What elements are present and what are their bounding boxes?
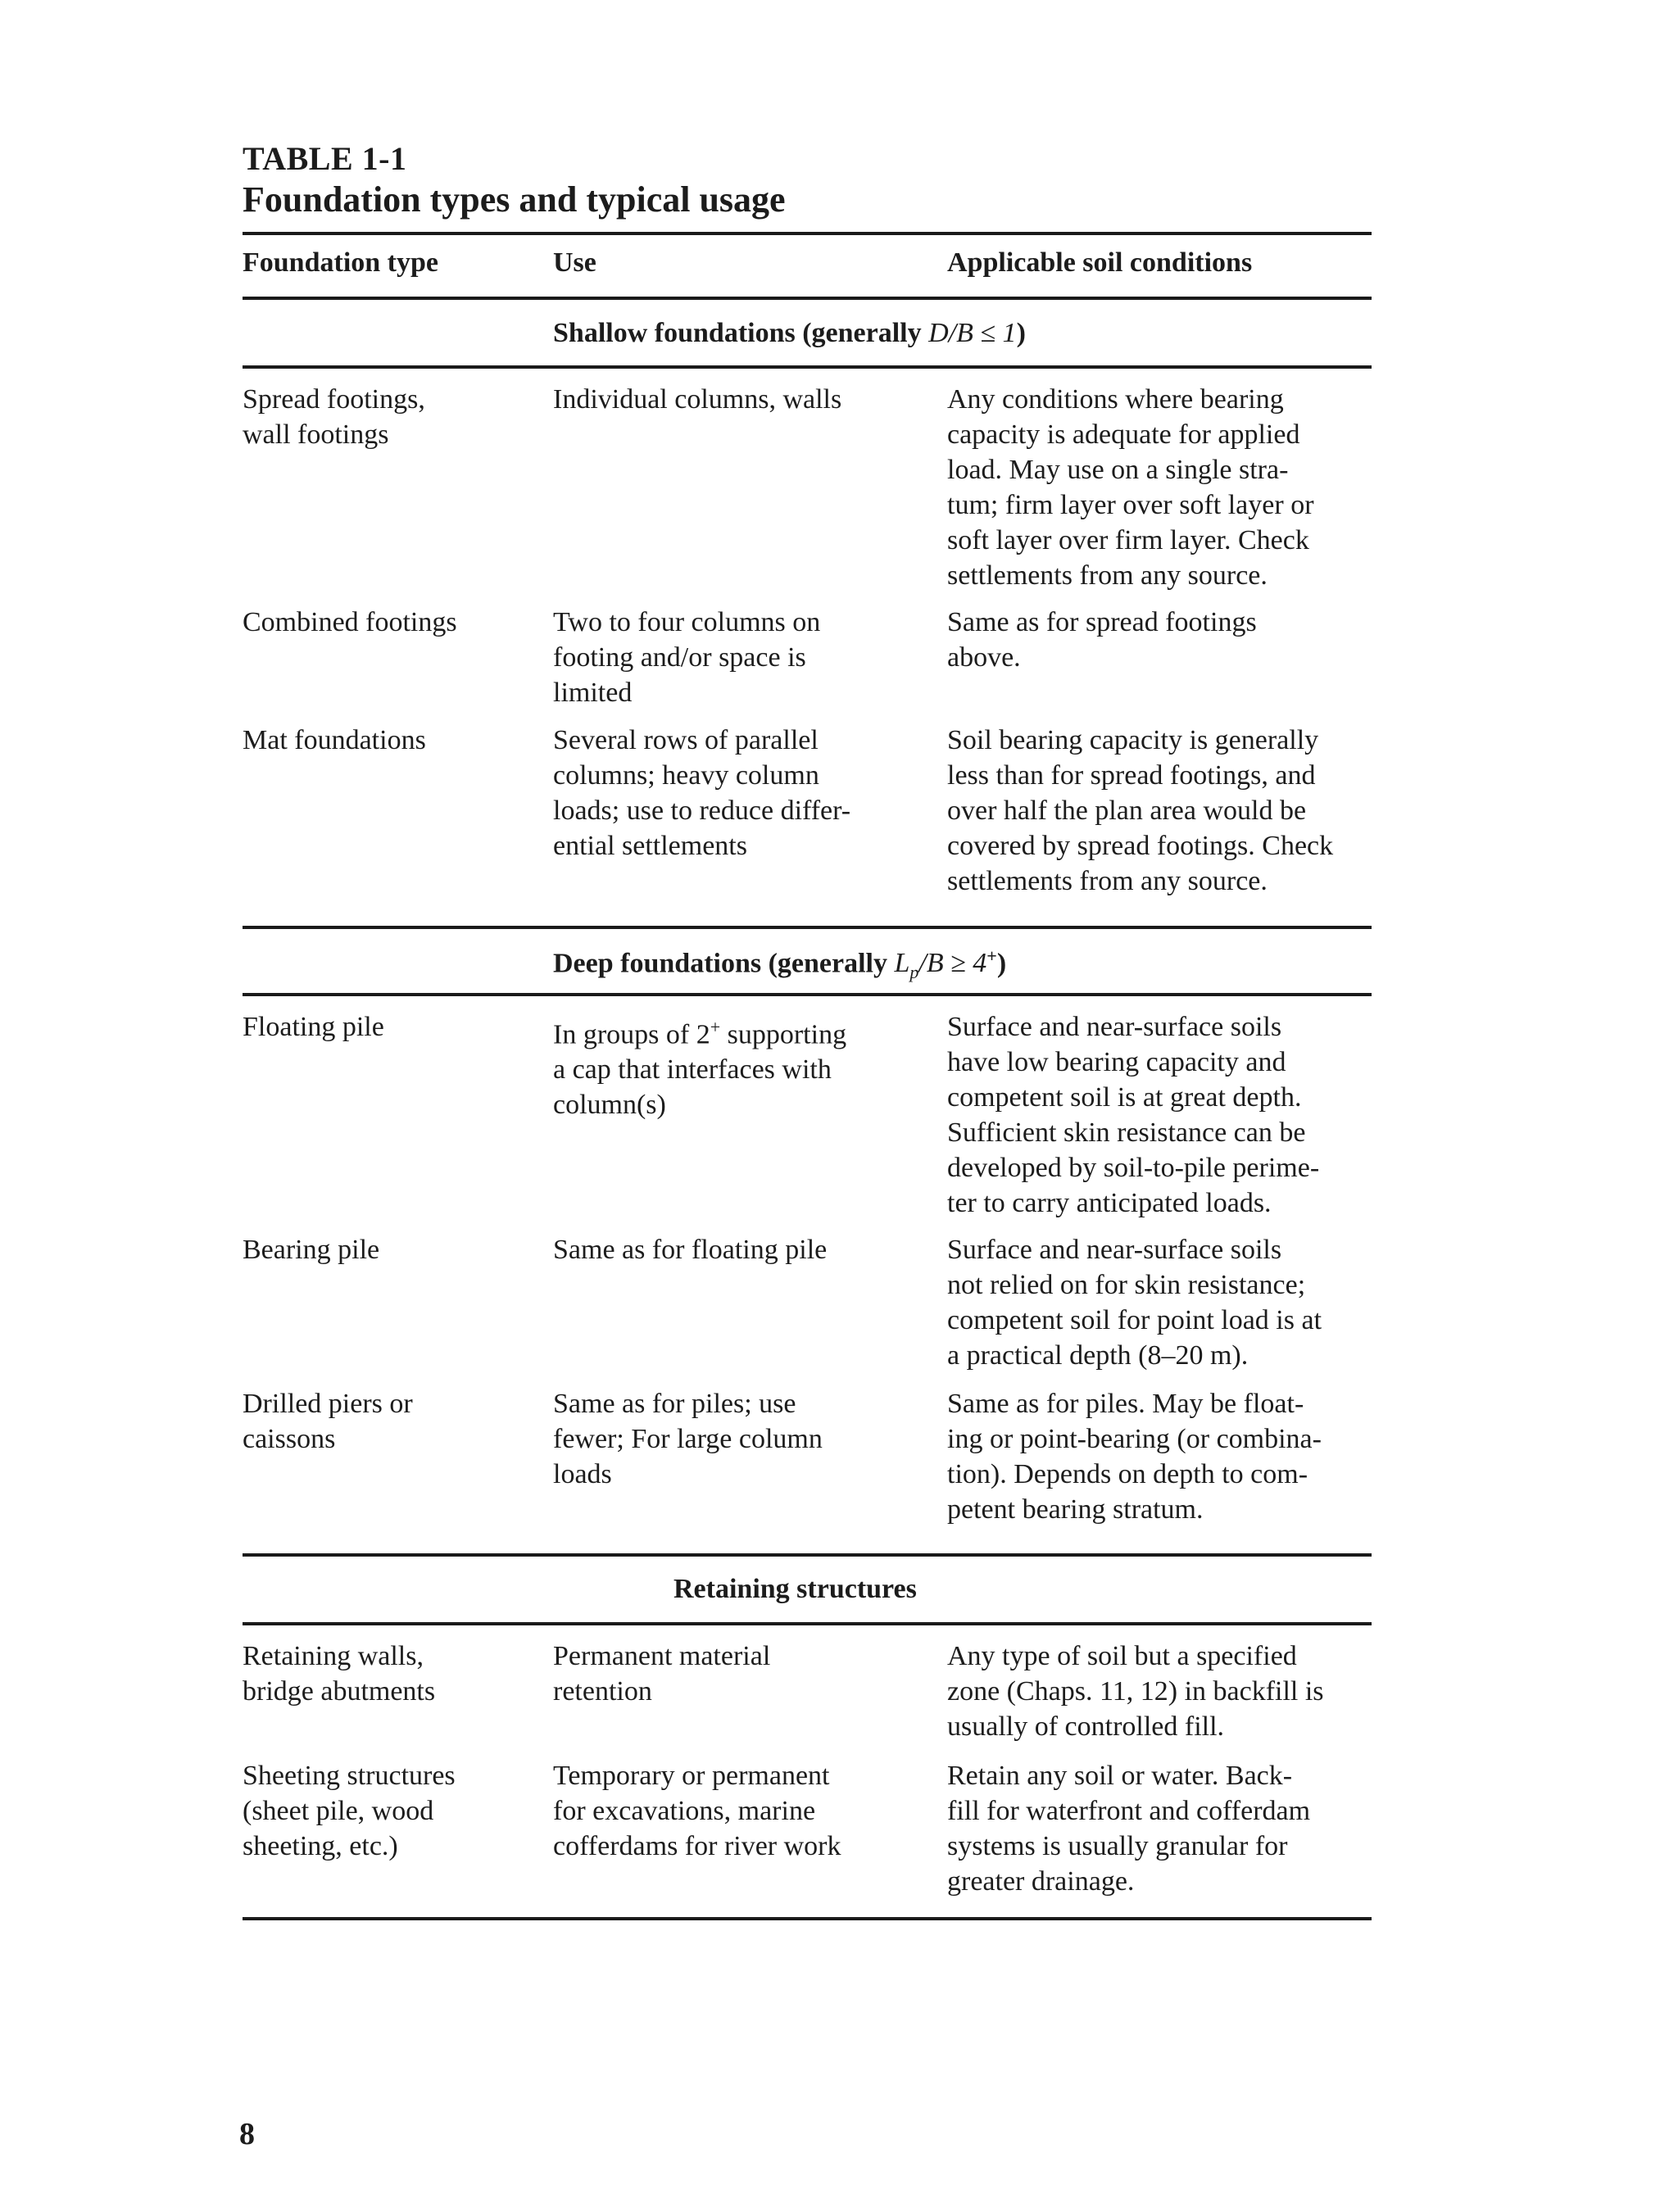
column-header-soil-conditions: Applicable soil conditions [947, 247, 1253, 278]
section-rule [243, 365, 1372, 369]
section-heading-math: L [894, 948, 910, 979]
cell-use: Temporary or permanent for excavations, marine cofferdams for river work [553, 1761, 841, 1861]
table-bottom-rule [243, 1917, 1372, 1920]
cell-soil-conditions: Surface and near-surface soils not relied on for skin resistance; competent soil for point load is at a practical depth (8–20 m). [947, 1235, 1322, 1371]
section-heading-math-sup: + [986, 945, 997, 966]
column-header-use: Use [553, 247, 596, 278]
cell-use: Several rows of parallel columns; heavy column loads; use to reduce differ- ential settlements [553, 725, 851, 861]
cell-foundation-type: Retaining walls, bridge abutments [243, 1641, 436, 1707]
cell-soil-conditions: Any type of soil but a specified zone (Chaps. 11, 12) in backfill is usually of controlled fill. [947, 1641, 1324, 1742]
header-bottom-rule [243, 297, 1372, 300]
page-number: 8 [239, 2117, 255, 2151]
cell-use: Two to four columns on footing and/or space is limited [553, 607, 821, 708]
cell-foundation-type: Sheeting structures (sheet pile, wood sheeting, etc.) [243, 1761, 456, 1861]
cell-use: Same as for floating pile [553, 1235, 828, 1265]
cell-use-rest: supporting a cap that interfaces with column(s) [553, 1019, 847, 1121]
section-heading-suffix: ) [996, 948, 1007, 979]
cell-soil-conditions: Soil bearing capacity is generally less than for spread footings, and over half the plan area would be covered by spread footings. Check settlements from any source. [947, 725, 1334, 896]
cell-foundation-type: Spread footings, wall footings [243, 384, 425, 450]
section-rule [243, 926, 1372, 929]
cell-use: Same as for piles; use fewer; For large column loads [553, 1389, 823, 1489]
cell-soil-conditions: Same as for spread footings above. [947, 607, 1257, 673]
cell-soil-conditions: Retain any soil or water. Back- fill for waterfront and cofferdam systems is usually granular for greater drainage. [947, 1761, 1311, 1897]
cell-use: Permanent material retention [553, 1641, 771, 1707]
section-heading-suffix: ) [1016, 318, 1026, 348]
cell-use-sup: + [710, 1017, 721, 1037]
cell-foundation-type: Mat foundations [243, 725, 426, 755]
section-heading-text: Deep foundations (generally [553, 948, 895, 979]
column-header-foundation-type: Foundation type [243, 247, 438, 278]
cell-use-text: In groups of 2 [553, 1019, 710, 1050]
cell-soil-conditions: Any conditions where bearing capacity is adequate for applied load. May use on a single stra- tum; firm layer over soft layer or soft layer over firm layer. Check settlements from any source. [947, 384, 1314, 591]
cell-use: Individual columns, walls [553, 384, 842, 415]
section-heading-math-rest: /B ≥ 4 [918, 948, 987, 979]
table-label: TABLE 1-1 [243, 140, 407, 177]
section-heading-text: Shallow foundations (generally [553, 318, 929, 348]
cell-foundation-type: Bearing pile [243, 1235, 380, 1265]
section-heading-deep [553, 945, 1006, 983]
cell-soil-conditions: Same as for piles. May be float- ing or point-bearing (or combina- tion). Depends on depth to com- petent bearing stratum. [947, 1389, 1322, 1525]
section-heading-math-sub: p [909, 962, 919, 983]
cell-foundation-type: Combined footings [243, 607, 457, 637]
table-title: Foundation types and typical usage [243, 179, 786, 220]
section-rule [243, 993, 1372, 996]
cell-foundation-type: Floating pile [243, 1012, 384, 1042]
section-heading-shallow [553, 318, 1026, 349]
section-rule [243, 1553, 1372, 1557]
cell-soil-conditions: Surface and near-surface soils have low bearing capacity and competent soil is at great depth. Sufficient skin resistance can be developed by soil-to-pile perime- ter to carry anticipated loads. [947, 1012, 1320, 1218]
cell-use [553, 1009, 897, 1122]
cell-foundation-type: Drilled piers or caissons [243, 1389, 413, 1454]
section-rule [243, 1622, 1372, 1625]
section-heading-retaining: Retaining structures [673, 1574, 917, 1604]
section-heading-math: D/B ≤ 1 [928, 318, 1017, 348]
table-top-rule [243, 232, 1372, 235]
